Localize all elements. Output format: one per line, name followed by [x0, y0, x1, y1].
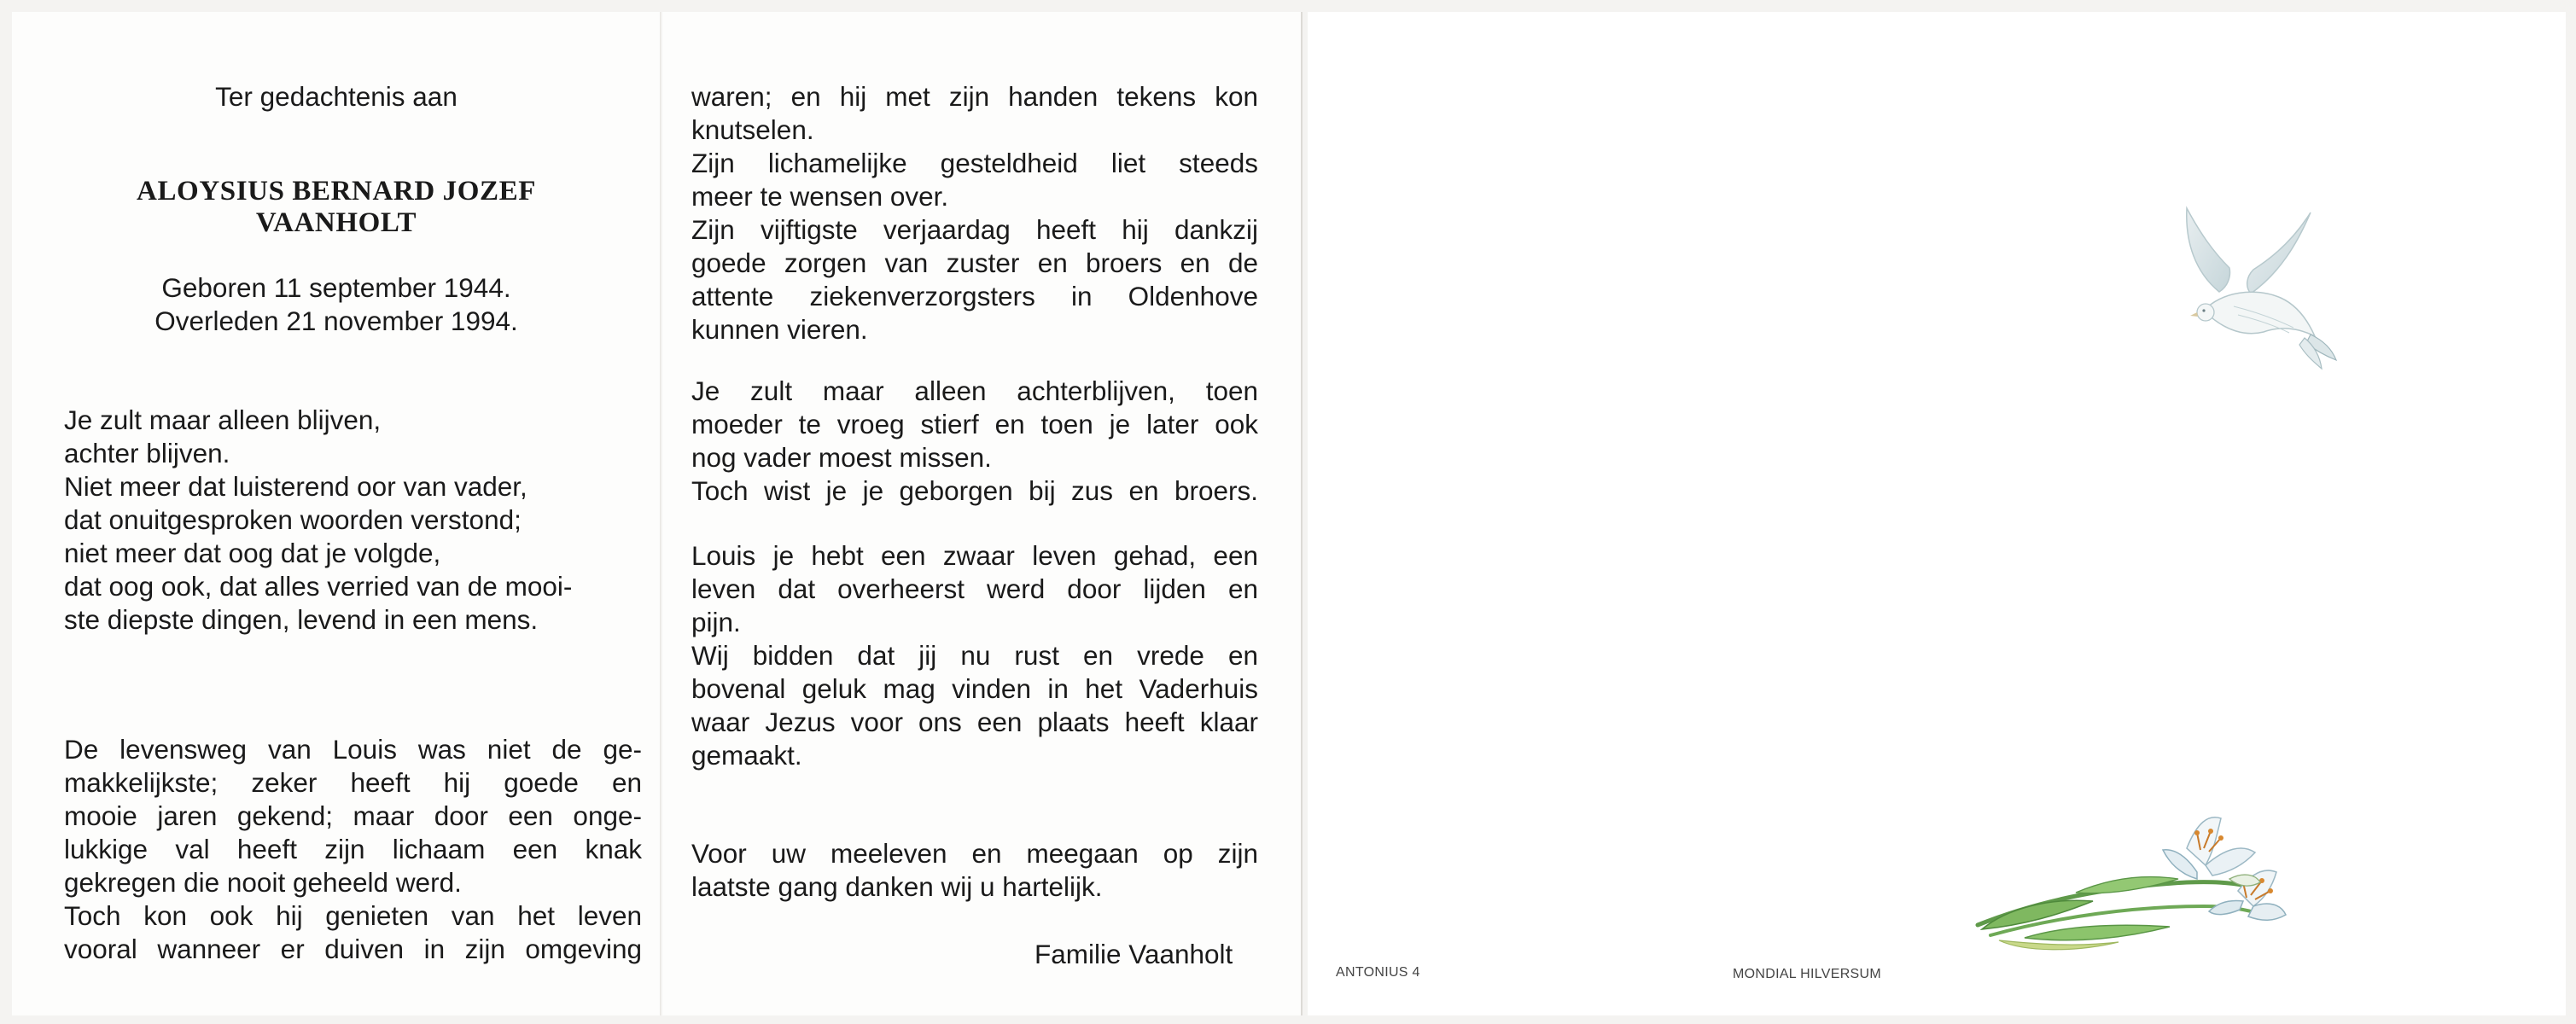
poem-line: dat oog ook, dat alles verried van de mooi-: [64, 571, 573, 602]
birth-date: Geboren 11 september 1944.: [161, 272, 511, 303]
text-line: bovenal geluk mag vinden in het Vaderhuis: [691, 673, 1258, 704]
poem-line: dat onuitgesproken woorden verstond;: [64, 504, 522, 535]
text-line: Voor uw meeleven en meegaan op zijn: [691, 838, 1258, 869]
text-line: leven dat overheerst werd door lijden en: [691, 573, 1258, 604]
card-left-panel: [12, 12, 661, 1015]
text-line: goede zorgen van zuster en broers en de: [691, 247, 1258, 278]
card-middle-panel: [662, 12, 1303, 1015]
bio-line: Toch kon ook hij genieten van het leven: [64, 900, 642, 931]
poem-line: Niet meer dat luisterend oor van vader,: [64, 471, 527, 502]
poem-line: ste diepste dingen, levend in een mens.: [64, 604, 539, 635]
bio-line: lukkige val heeft zijn lichaam een knak: [64, 834, 642, 864]
text-line: moeder te vroeg stierf en toen je later ook: [691, 409, 1258, 439]
death-date: Overleden 21 november 1994.: [154, 305, 518, 336]
text-line: kunnen vieren.: [691, 314, 868, 345]
deceased-name-line1: ALOYSIUS BERNARD JOZEF: [137, 176, 536, 207]
dove-illustration: [2153, 191, 2349, 379]
text-line: waren; en hij met zijn handen tekens kon: [691, 81, 1258, 112]
text-line: meer te wensen over.: [691, 181, 949, 212]
deceased-name-line2: VAANHOLT: [255, 207, 417, 238]
bio-line: mooie jaren gekend; maar door een onge-: [64, 800, 642, 831]
intro-text: Ter gedachtenis aan: [215, 81, 458, 112]
bio-line: gekregen die nooit geheeld werd.: [64, 867, 462, 898]
card-cover-panel: [1308, 12, 2566, 1015]
print-code: ANTONIUS 4: [1336, 965, 1420, 980]
text-line: Zijn lichamelijke gesteldheid liet steeds: [691, 148, 1258, 178]
text-line: Toch wist je je geborgen bij zus en broers.: [691, 475, 1258, 506]
text-line: gemaakt.: [691, 740, 802, 771]
poem-line: Je zult maar alleen blijven,: [64, 404, 382, 435]
text-line: Wij bidden dat jij nu rust en vrede en: [691, 640, 1258, 671]
poem: [64, 404, 627, 637]
printer-credit: MONDIAL HILVERSUM: [1733, 967, 1882, 981]
lily-illustration: [1973, 797, 2289, 951]
mourning-paragraph: [691, 375, 1258, 508]
text-line: Je zult maar alleen achterblijven, toen: [691, 375, 1258, 406]
text-line: Zijn vijftigste verjaardag heeft hij dankzij: [691, 214, 1258, 245]
bio-line: makkelijkste; zeker heeft hij goede en: [64, 767, 642, 798]
text-line: knutselen.: [691, 114, 814, 145]
bio-line: De levensweg van Louis was niet de ge-: [64, 734, 642, 765]
text-line: laatste gang danken wij u hartelijk.: [691, 871, 1103, 902]
text-line: Louis je hebt een zwaar leven gehad, een: [691, 540, 1258, 571]
poem-line: achter blijven.: [64, 438, 230, 468]
continuation-paragraph: [691, 80, 1258, 346]
bio-line: vooral wanneer er duiven in zijn omgeving: [64, 934, 642, 964]
poem-line: niet meer dat oog dat je volgde,: [64, 538, 441, 568]
family-signature: Familie Vaanholt: [1034, 939, 1233, 969]
biography-paragraph: [64, 733, 642, 966]
thanks-paragraph: [691, 837, 1258, 904]
text-line: waar Jezus voor ons een plaats heeft klaar: [691, 707, 1258, 737]
text-line: attente ziekenverzorgsters in Oldenhove: [691, 281, 1258, 311]
prayer-paragraph: [691, 539, 1258, 772]
text-line: nog vader moest missen.: [691, 442, 992, 473]
text-line: pijn.: [691, 607, 741, 637]
